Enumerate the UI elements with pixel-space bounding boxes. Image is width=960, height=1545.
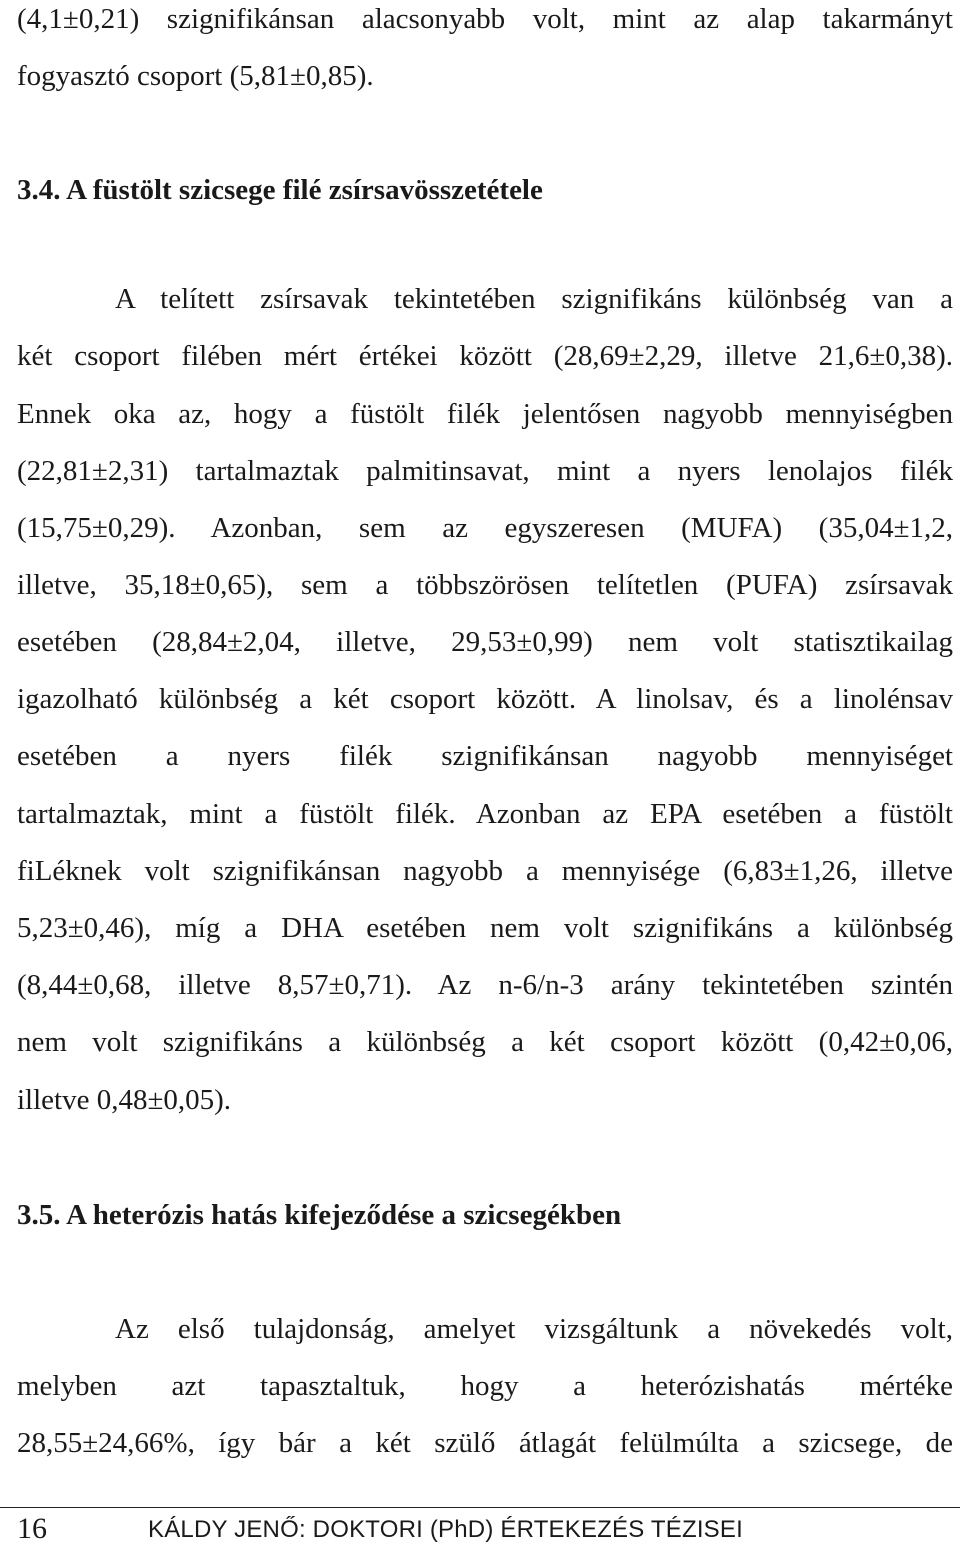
body-text-line: melyben azt tapasztaltuk, hogy a heterózishatás mértéke: [17, 1370, 953, 1402]
section-heading-3-5: 3.5. A heterózis hatás kifejeződése a szicsegékben: [17, 1199, 622, 1231]
body-text-line: (15,75±0,29). Azonban, sem az egyszeresen (MUFA) (35,04±1,2,: [17, 512, 953, 544]
section-heading-3-4: 3.4. A füstölt szicsege filé zsírsavösszetétele: [17, 174, 543, 206]
body-text-line: 28,55±24,66%, így bár a két szülő átlagát felülmúlta a szicsege, de: [17, 1427, 953, 1459]
body-text-line: tartalmaztak, mint a füstölt filék. Azonban az EPA esetében a füstölt: [17, 798, 953, 830]
body-text-line: igazolható különbség a két csoport között. A linolsav, és a linolénsav: [17, 683, 953, 715]
body-text-line: A telített zsírsavak tekintetében szignifikáns különbség van a: [115, 283, 953, 315]
body-text-line: két csoport filében mért értékei között (28,69±2,29, illetve 21,6±0,38).: [17, 340, 953, 372]
body-text-line: (8,44±0,68, illetve 8,57±0,71). Az n-6/n-3 arány tekintetében szintén: [17, 969, 953, 1001]
body-text-line: illetve 0,48±0,05).: [17, 1084, 232, 1116]
page-number: 16: [17, 1512, 47, 1545]
body-text-line: illetve, 35,18±0,65), sem a többszörösen telítetlen (PUFA) zsírsavak: [17, 569, 953, 601]
body-text-line: nem volt szignifikáns a különbség a két csoport között (0,42±0,06,: [17, 1026, 953, 1058]
body-text-line: fogyasztó csoport (5,81±0,85).: [17, 60, 374, 92]
body-text-line: (22,81±2,31) tartalmaztak palmitinsavat, mint a nyers lenolajos filék: [17, 455, 953, 487]
footer-divider: [0, 1507, 960, 1508]
body-text-line: esetében a nyers filék szignifikánsan nagyobb mennyiséget: [17, 740, 953, 772]
body-text-line: 5,23±0,46), míg a DHA esetében nem volt szignifikáns a különbség: [17, 912, 953, 944]
running-footer-title: KÁLDY JENŐ: DOKTORI (PhD) ÉRTEKEZÉS TÉZISEI: [148, 1516, 743, 1543]
body-text-line: Ennek oka az, hogy a füstölt filék jelentősen nagyobb mennyiségben: [17, 398, 953, 430]
body-text-line: (4,1±0,21) szignifikánsan alacsonyabb volt, mint az alap takarmányt: [17, 3, 953, 35]
body-text-line: fiLéknek volt szignifikánsan nagyobb a mennyisége (6,83±1,26, illetve: [17, 855, 953, 887]
body-text-line: Az első tulajdonság, amelyet vizsgáltunk a növekedés volt,: [115, 1313, 953, 1345]
body-text-line: esetében (28,84±2,04, illetve, 29,53±0,99) nem volt statisztikailag: [17, 626, 953, 658]
